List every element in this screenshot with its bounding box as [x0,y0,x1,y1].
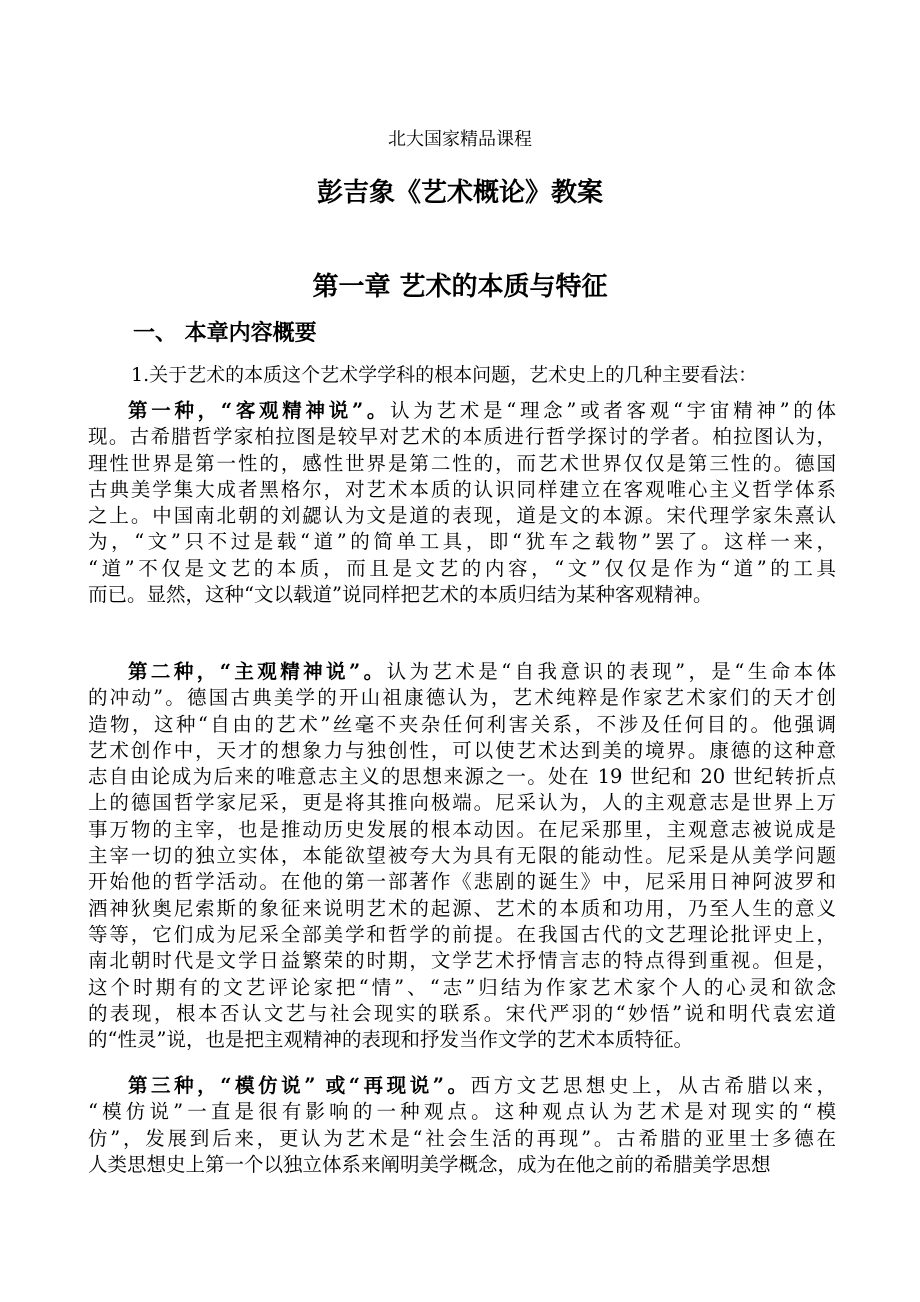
paragraph-line [88,1152,836,1178]
paragraph-subjective-spirit [88,659,836,1053]
paragraph-line [88,424,836,450]
paragraph-objective-spirit [88,398,836,608]
line-text: 认为艺术是“理念”或者客观“宇宙精神”的体 [390,399,836,422]
line-text: 认为艺术是“自我意识的表现”，是“生命本体 [386,660,836,683]
paragraph-line [88,738,836,764]
line-text: 艺术创作中，天才的想象力与独创性，可以使艺术达到美的境界。康德的这种意 [88,738,836,762]
paragraph-lead: 第二种，“主观精神说”。 [128,660,387,683]
line-text: 主宰一切的独立实体，本能欲望被夸大为具有无限的能动性。尼采是从美学问题 [88,844,836,868]
section-heading: 一、 本章内容概要 [133,320,317,346]
line-text: 而已。显然，这种“文以载道”说同样把艺术的本质归结为某种客观精神。 [88,583,713,607]
line-text: 事万物的主宰，也是推动历史发展的根本动因。在尼采那里，主观意志被说成是 [88,817,836,841]
line-text: 南北朝时代是文学日益繁荣的时期，文学艺术抒情言志的特点得到重视。但是， [88,949,836,973]
paragraph-line [88,896,836,922]
line-text: 的表现，根本否认文艺与社会现实的联系。宋代严羽的“妙悟”说和明代袁宏道 [88,1001,836,1025]
line-text: 酒神狄奥尼索斯的象征来说明艺术的起源、艺术的本质和功用，乃至人生的意义 [88,896,836,920]
intro-paragraph: 1.关于艺术的本质这个艺术学学科的根本问题，艺术史上的几种主要看法： [131,364,758,386]
paragraph-line [88,659,836,685]
paragraph-line [88,503,836,529]
line-text: 造物，这种“自由的艺术”丝毫不夹杂任何利害关系，不涉及任何目的。他强调 [88,712,836,736]
paragraph-line [88,975,836,1001]
line-text: 等等，它们成为尼采全部美学和哲学的前提。在我国古代的文艺理论批评史上， [88,922,836,946]
paragraph-lead: 第一种，“客观精神说”。 [128,399,391,422]
paragraph-line [88,869,836,895]
line-text: 的冲动”。德国古典美学的开山祖康德认为，艺术纯粹是作家艺术家们的天才创 [88,686,836,710]
course-label: 北大国家精品课程 [388,129,532,150]
paragraph-line [88,817,836,843]
line-text: 这个时期有的文艺评论家把“情”、“志”归结为作家艺术家个人的心灵和欲念 [88,975,836,999]
paragraph-line [88,556,836,582]
paragraph-line [88,1001,836,1027]
paragraph-line [88,843,836,869]
paragraph-line [88,582,836,608]
line-text: 开始他的哲学活动。在他的第一部著作《悲剧的诞生》中，尼采用日神阿波罗和 [88,870,836,894]
line-text: 为，“文”只不过是载“道”的简单工具，即“犹车之载物”罢了。这样一来， [88,530,836,554]
line-text: 上的德国哲学家尼采，更是将其推向极端。尼采认为，人的主观意志是世界上万 [88,791,836,815]
paragraph-line [88,712,836,738]
paragraph-line [88,451,836,477]
paragraph-lead: 第三种，“模仿说” 或“再现说”。 [128,1074,471,1097]
paragraph-line [88,685,836,711]
paragraph-line [88,398,836,424]
paragraph-line [88,1099,836,1125]
chapter-heading: 第一章 艺术的本质与特征 [312,272,608,302]
paragraph-line [88,790,836,816]
line-text: 西方文艺思想史上，从古希腊以来， [470,1074,836,1097]
paragraph-line [88,1027,836,1053]
line-text: 理性世界是第一性的，感性世界是第二性的，而艺术世界仅仅是第三性的。德国 [88,451,836,475]
line-text: “道”不仅是文艺的本质，而且是文艺的内容，“文”仅仅是作为“道”的工具 [88,556,836,580]
paragraph-imitation-theory [88,1073,836,1178]
paragraph-line [88,922,836,948]
paragraph-line [88,477,836,503]
line-text: 志自由论成为后来的唯意志主义的思想来源之一。处在 19 世纪和 20 世纪转折点 [88,765,836,789]
line-text: 古典美学集大成者黑格尔，对艺术本质的认识同样建立在客观唯心主义哲学体系 [88,477,836,501]
paragraph-line [88,948,836,974]
paragraph-line [88,529,836,555]
line-text: 人类思想史上第一个以独立体系来阐明美学概念，成为在他之前的希腊美学思想 [88,1152,771,1176]
line-text: 之上。中国南北朝的刘勰认为文是道的表现，道是文的本源。宋代理学家朱熹认 [88,504,836,528]
document-title: 彭吉象《艺术概论》教案 [316,178,603,208]
line-text: 的“性灵”说，也是把主观精神的表现和抒发当作文学的艺术本质特征。 [88,1028,693,1052]
line-text: 仿”，发展到后来，更认为艺术是“社会生活的再现”。古希腊的亚里士多德在 [88,1126,836,1150]
paragraph-line [88,1073,836,1099]
line-text: 现。古希腊哲学家柏拉图是较早对艺术的本质进行哲学探讨的学者。柏拉图认为， [88,425,836,449]
paragraph-line [88,764,836,790]
paragraph-line [88,1126,836,1152]
line-text: “模仿说”一直是很有影响的一种观点。这种观点认为艺术是对现实的“模 [88,1100,836,1124]
